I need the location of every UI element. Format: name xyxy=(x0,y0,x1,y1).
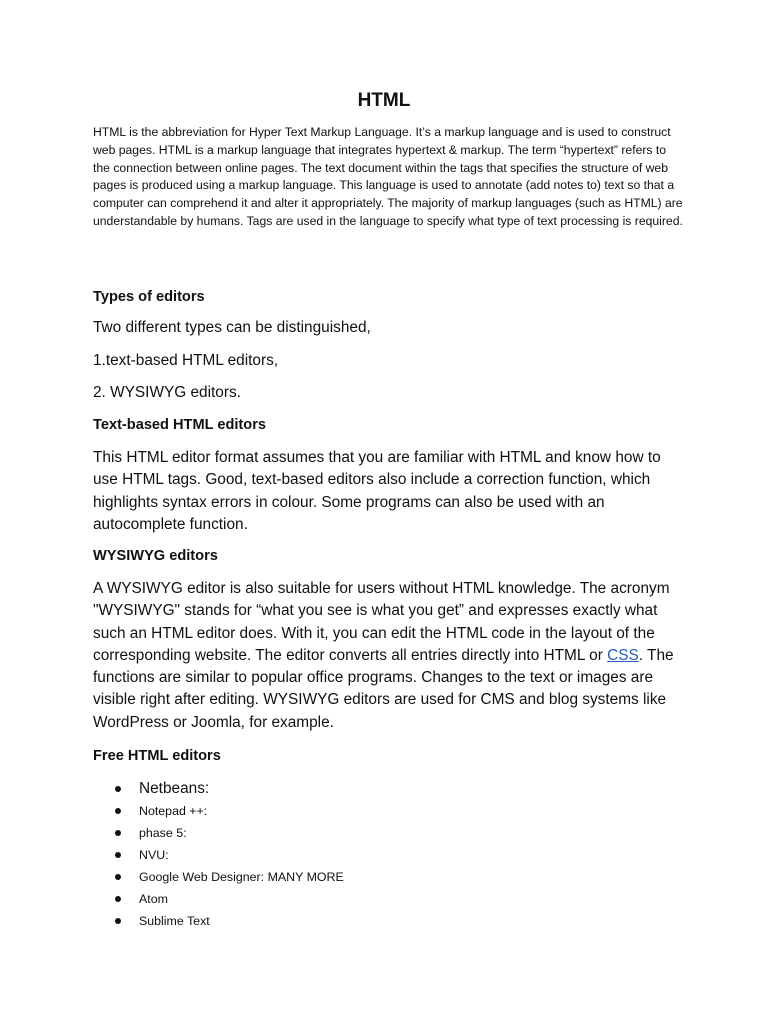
list-item-label: Sublime Text xyxy=(139,914,210,928)
wysiwyg-text-after-link: . The functions are similar to popular office programs. Changes to the text or images are visible right after editing. WYSIWYG editors are used for CMS and blog systems like WordPress or Joomla, for example. xyxy=(93,646,674,731)
bullet-icon xyxy=(115,830,121,836)
text-based-editors-heading: Text-based HTML editors xyxy=(93,417,266,433)
list-item-label: Notepad ++: xyxy=(139,804,208,818)
list-item xyxy=(93,778,344,800)
types-of-editors-heading: Types of editors xyxy=(93,289,205,305)
list-item-label: Google Web Designer: MANY MORE xyxy=(139,870,344,884)
bullet-icon xyxy=(115,874,121,880)
css-link[interactable]: CSS xyxy=(607,646,639,664)
wysiwyg-editors-paragraph xyxy=(93,578,683,734)
bullet-icon xyxy=(115,896,121,902)
list-item-label: Netbeans: xyxy=(139,780,210,797)
list-item xyxy=(93,866,344,888)
list-item xyxy=(93,844,344,866)
list-item xyxy=(93,888,344,910)
bullet-icon xyxy=(115,918,121,924)
types-item-wysiwyg: 2. WYSIWYG editors. xyxy=(93,384,241,401)
bullet-icon xyxy=(115,852,121,858)
free-editors-list xyxy=(93,778,344,932)
text-based-editors-paragraph: This HTML editor format assumes that you are familiar with HTML and know how to use HTML tags. Good, text-based editors also include a correction function, which highlights syntax errors in colour. Some programs can also be used with an autocomplete function. xyxy=(93,449,661,533)
list-item xyxy=(93,822,344,844)
bullet-icon xyxy=(115,786,121,792)
wysiwyg-text-before-link: A WYSIWYG editor is also suitable for users without HTML knowledge. The acronym "WYSIWYG" stands for “what you see is what you get” and expresses exactly what such an HTML editor does. With it, you can edit the HTML code in the layout of the corresponding website. The editor converts all entries directly into HTML or xyxy=(93,580,670,664)
bullet-icon xyxy=(115,808,121,814)
types-intro-text: Two different types can be distinguished, xyxy=(93,319,371,336)
intro-paragraph: HTML is the abbreviation for Hyper Text Markup Language. It’s a markup language and is used to construct web pages. HTML is a markup language that integrates hypertext & markup. The term “hypertext” refers to the connection between online pages. The text document within the tags that specifies the structure of web pages is produced using a markup language. This language is used to annotate (add notes to) text so that a computer can comprehend it and alter it appropriately. The majority of markup languages (such as HTML) are understandable by humans. Tags are used in the language to specify what type of text processing is required. xyxy=(93,125,683,228)
wysiwyg-editors-heading: WYSIWYG editors xyxy=(93,548,218,564)
document-title: HTML xyxy=(357,90,411,111)
list-item xyxy=(93,910,344,932)
free-html-editors-heading: Free HTML editors xyxy=(93,748,221,764)
types-item-text-based: 1.text-based HTML editors, xyxy=(93,352,279,369)
list-item-label: Atom xyxy=(139,892,168,906)
list-item-label: NVU: xyxy=(139,848,169,862)
list-item-label: phase 5: xyxy=(139,826,187,840)
list-item xyxy=(93,800,344,822)
